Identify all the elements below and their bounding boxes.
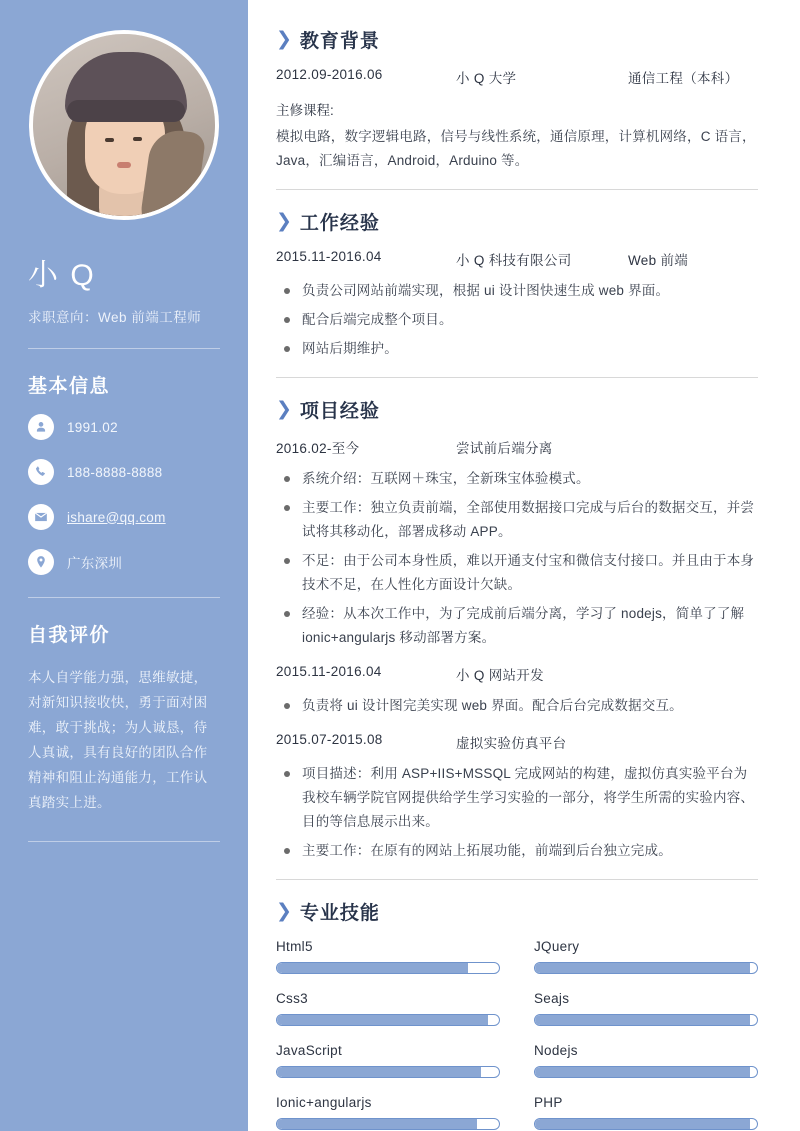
chevron-right-icon: ❯	[276, 901, 292, 922]
courses-label: 主修课程:	[276, 103, 334, 118]
main-content	[248, 0, 800, 1131]
person-icon	[28, 414, 54, 440]
info-item-birth	[28, 414, 220, 440]
info-value-location: 广东深圳	[67, 556, 123, 571]
section-work	[276, 208, 758, 378]
skill-bar	[534, 1014, 758, 1026]
skill-item	[276, 1043, 500, 1078]
education-title: 教育背景	[299, 31, 380, 52]
skill-bar-fill	[277, 1067, 481, 1077]
work-company: 小 Q 科技有限公司	[456, 253, 572, 268]
self-evaluation-title: 自我评价	[28, 625, 111, 646]
project-date: 2016.02-至今	[276, 441, 360, 456]
skill-bar-fill	[277, 1015, 488, 1025]
skill-label: Html5	[276, 939, 313, 954]
project-row	[276, 437, 758, 457]
divider-work	[276, 377, 758, 378]
section-projects	[276, 396, 758, 880]
info-item-location	[28, 549, 220, 575]
basic-info-title: 基本信息	[28, 376, 111, 397]
self-evaluation-text: 本人自学能力强，思维敏捷，对新知识接收快，勇于面对困难，敢于挑战；为人诚恳，待人真诚，具有良好的团队合作精神和阻止沟通能力，工作认真踏实上进。	[28, 670, 208, 810]
info-value-birth: 1991.02	[67, 419, 118, 435]
skill-label: JQuery	[534, 939, 580, 954]
chevron-right-icon: ❯	[276, 211, 292, 232]
candidate-name: 小 Q	[28, 259, 96, 292]
education-row	[276, 67, 758, 87]
project-bullet-list	[276, 694, 758, 718]
mail-icon	[28, 504, 54, 530]
skills-title: 专业技能	[299, 903, 380, 924]
skill-bar	[276, 1066, 500, 1078]
chevron-right-icon: ❯	[276, 399, 292, 420]
skill-item	[534, 1095, 758, 1130]
skill-item	[276, 1095, 500, 1130]
skill-bar	[276, 1014, 500, 1026]
skill-label: JavaScript	[276, 1043, 343, 1058]
project-entry	[276, 732, 758, 863]
skill-item	[534, 991, 758, 1026]
work-role: Web 前端	[628, 253, 689, 268]
chevron-right-icon: ❯	[276, 29, 292, 50]
project-name: 小 Q 网站开发	[456, 668, 544, 683]
list-item: 负责公司网站前端实现，根据 ui 设计图快速生成 web 界面。	[276, 279, 758, 303]
sidebar-divider-2	[28, 597, 220, 598]
work-bullet-list	[276, 279, 758, 361]
section-education	[276, 26, 758, 190]
projects-heading	[276, 396, 758, 423]
list-item: 主要工作：在原有的网站上拓展功能，前端到后台独立完成。	[276, 839, 758, 863]
basic-info-list	[28, 414, 220, 575]
skill-bar	[534, 1066, 758, 1078]
project-name: 尝试前后端分离	[456, 441, 553, 456]
sidebar	[0, 0, 248, 1131]
info-item-email[interactable]	[28, 504, 220, 530]
work-title: 工作经验	[299, 213, 380, 234]
skill-bar-fill	[535, 1119, 750, 1129]
list-item: 项目描述：利用 ASP+IIS+MSSQL 完成网站的构建，虚拟仿真实验平台为我校车辆学院官网提供给学生学习实验的一部分，将学生所需的实验内容、目的等信息展示出来。	[276, 762, 758, 834]
divider-projects	[276, 879, 758, 880]
skill-bar	[534, 962, 758, 974]
skill-bar-fill	[535, 1067, 750, 1077]
skill-item	[534, 939, 758, 974]
sidebar-divider-3	[28, 841, 220, 842]
skill-bar	[534, 1118, 758, 1130]
skill-bar	[276, 962, 500, 974]
job-intent: 求职意向：Web 前端工程师	[28, 310, 202, 325]
skill-item	[276, 991, 500, 1026]
skill-label: Ionic+angularjs	[276, 1095, 372, 1110]
skill-bar-fill	[277, 1119, 477, 1129]
list-item: 负责将 ui 设计图完美实现 web 界面。配合后台完成数据交互。	[276, 694, 758, 718]
skill-item	[276, 939, 500, 974]
skill-label: Seajs	[534, 991, 570, 1006]
skill-bar	[276, 1118, 500, 1130]
skill-item	[534, 1043, 758, 1078]
skill-label: PHP	[534, 1095, 563, 1110]
education-major: 通信工程（本科）	[628, 71, 739, 86]
skill-bar-fill	[535, 1015, 750, 1025]
location-icon	[28, 549, 54, 575]
education-school: 小 Q 大学	[456, 71, 517, 86]
divider-education	[276, 189, 758, 190]
project-bullet-list	[276, 467, 758, 650]
skill-label: Css3	[276, 991, 308, 1006]
skill-bar-fill	[277, 963, 468, 973]
education-date: 2012.09-2016.06	[276, 67, 383, 82]
section-skills	[276, 898, 758, 1131]
skill-label: Nodejs	[534, 1043, 578, 1058]
work-date: 2015.11-2016.04	[276, 249, 382, 264]
skill-bar-fill	[535, 963, 750, 973]
info-value-email[interactable]: ishare@qq.com	[67, 509, 166, 525]
info-value-phone: 188-8888-8888	[67, 464, 163, 480]
skills-grid	[276, 939, 758, 1131]
projects-title: 项目经验	[299, 401, 380, 422]
courses-text: 模拟电路，数字逻辑电路，信号与线性系统，通信原理，计算机网络，C 语言，Java，汇编语言，Android，Arduino 等。	[276, 129, 756, 168]
list-item: 系统介绍：互联网＋珠宝，全新珠宝体验模式。	[276, 467, 758, 491]
skills-heading	[276, 898, 758, 925]
work-row	[276, 249, 758, 269]
project-entry	[276, 437, 758, 650]
list-item: 不足：由于公司本身性质，难以开通支付宝和微信支付接口。并且由于本身技术不足，在人性化方面设计欠缺。	[276, 549, 758, 597]
project-row	[276, 664, 758, 684]
work-heading	[276, 208, 758, 235]
list-item: 网站后期维护。	[276, 337, 758, 361]
project-row	[276, 732, 758, 752]
list-item: 主要工作：独立负责前端，全部使用数据接口完成与后台的数据交互，并尝试将其移动化，部署成移动 APP。	[276, 496, 758, 544]
list-item: 配合后端完成整个项目。	[276, 308, 758, 332]
project-date: 2015.11-2016.04	[276, 664, 382, 679]
sidebar-divider-1	[28, 348, 220, 349]
list-item: 经验：从本次工作中，为了完成前后端分离，学习了 nodejs，简单了了解 ionic+angularjs 移动部署方案。	[276, 602, 758, 650]
education-heading	[276, 26, 758, 53]
avatar	[29, 30, 219, 220]
phone-icon	[28, 459, 54, 485]
info-item-phone	[28, 459, 220, 485]
project-bullet-list	[276, 762, 758, 863]
project-entry	[276, 664, 758, 718]
project-name: 虚拟实验仿真平台	[456, 736, 567, 751]
project-date: 2015.07-2015.08	[276, 732, 383, 747]
